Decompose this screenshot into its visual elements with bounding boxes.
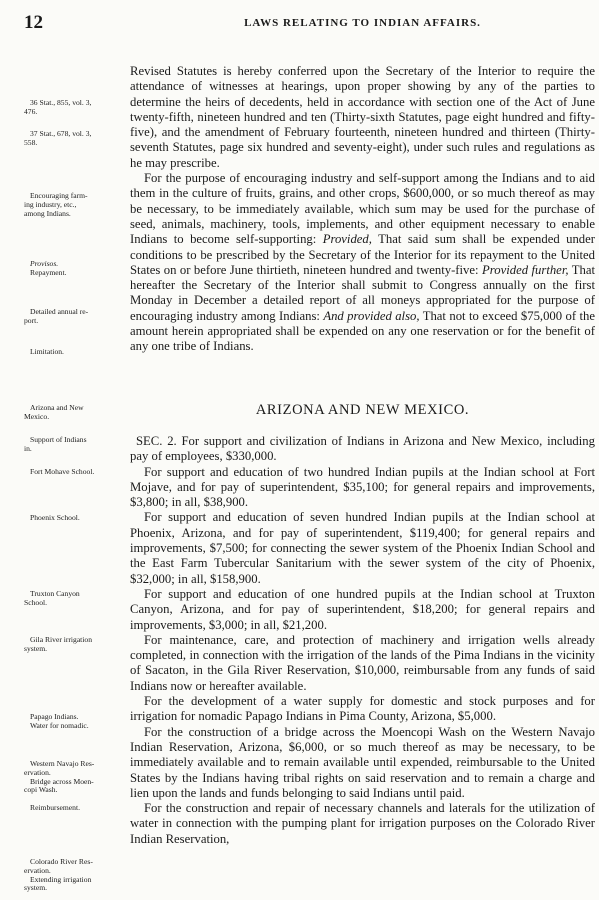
text-run: That said sum shall be expended under conditions to be prescribed by the Secretary of the Interior for its repayment to the United States on or before June thirtieth, nineteen hundred and twenty-five: <box>130 232 596 277</box>
text-run: For the purpose of encouraging industry and self-support among the Indians and to aid them in the culture of fruits, grains, and other crops, $600,000, or so much thereof as may be necessary, to be immediately available, which sum may be used for the purchase of seed, animals, machinery, tools, implements, and other equipment necessary to enable Indians to become self-supporting: <box>130 171 595 247</box>
margin-note-line: Repayment. <box>30 267 67 277</box>
margin-note-proviso <box>24 260 118 278</box>
margin-note-line: Limitation. <box>30 347 64 356</box>
margin-note-fort-mohave <box>24 468 118 477</box>
margin-note-gila <box>24 636 118 654</box>
margin-note-detailed <box>24 308 118 326</box>
margin-note-line: Western Navajo Res- <box>30 759 95 768</box>
margin-note-line: port. <box>24 315 39 325</box>
margin-note-line: Encouraging farm- <box>30 191 88 200</box>
margin-note-line: 37 Stat., 678, vol. 3, <box>30 129 92 138</box>
margin-note-line: Gila River irrigation <box>30 635 92 644</box>
text-run: That hereafter the Secretary of the Interior shall submit to Congress annually on the first Monday in December a detailed report of all moneys appropriated for the purpose of encouraging industry among Indians: <box>130 262 596 323</box>
margin-note-phoenix <box>24 514 118 523</box>
paragraph-gila: For maintenance, care, and protection of machinery and irrigation wells already completed, in connection with the irrigation of the lands of the Pima Indians in the vicinity of Sacaton, in the Gila River Reservation, $10,000, reimbursable from any funds of said Indians now or hereafter available. <box>130 632 595 693</box>
page-number: 12 <box>24 12 43 33</box>
margin-note-line: Reimbursement. <box>30 803 80 812</box>
margin-note-line: 476. <box>24 106 38 116</box>
margin-note-line: in. <box>24 443 32 453</box>
body-text-upper <box>130 64 595 355</box>
margin-note-line: ervation. <box>24 767 51 777</box>
margin-note-stat-678 <box>24 130 118 148</box>
margin-note-line: Provisos. <box>30 259 59 268</box>
margin-note-stat-855 <box>24 99 118 117</box>
margin-note-line: Mexico. <box>24 411 50 421</box>
margin-note-encouraging <box>24 192 118 218</box>
margin-note-line: system. <box>24 883 47 893</box>
margin-note-line: among Indians. <box>24 208 71 218</box>
margin-note-limitation <box>24 348 118 357</box>
margin-note-line: system. <box>24 643 47 653</box>
margin-note-line: 36 Stat., 855, vol. 3, <box>30 98 92 107</box>
margin-note-line: Phoenix School. <box>30 513 80 522</box>
margin-note-line: Extending irrigation <box>30 874 92 884</box>
margin-note-support <box>24 436 118 454</box>
margin-note-line: ervation. <box>24 865 51 875</box>
paragraph-fort-mohave: For support and education of two hundred Indian pupils at the Indian school at Fort Mojave, and for pay of superintendent, $35,100; for general repairs and improvements, $3,800; in all, $38,900. <box>130 464 595 510</box>
paragraph-phoenix: For support and education of seven hundred Indian pupils at the Indian school at Phoenix, Arizona, and for pay of superintendent, $119,400; for general repairs and improvements, $7,500; for connecting the sewer system of the Phoenix Indian School and the East Farm Tubercular Sanitarium with the sewer system of the city of Phoenix, $32,000; in all, $158,900. <box>130 510 595 586</box>
paragraph-encouraging-industry <box>130 171 595 355</box>
paragraph-heirs: Revised Statutes is hereby conferred upon the Secretary of the Interior to require the attendance of witnesses at hearings, upon proper showing by any of the parties to determine the heirs of decedents, held in accordance with section one of the Act of June twenty-fifth, nineteen hundred and ten (Thirty-sixth Statutes, page eight hundred and fifty-five), and the amendment of February fourteenth, nineteen hundred and thirteen (Thirty-seventh Statutes, page six hundred and seventy-eight), under such rules and regulations as he may prescribe. <box>130 64 595 170</box>
margin-note-line: Support of Indians <box>30 435 87 444</box>
margin-note-line: 558. <box>24 137 38 147</box>
section-heading: ARIZONA AND NEW MEXICO. <box>255 402 470 418</box>
body-text-lower <box>130 434 595 847</box>
margin-note-line: copi Wash. <box>24 785 58 795</box>
margin-note-navajo <box>24 760 118 795</box>
margin-note-line: Truxton Canyon <box>30 589 80 598</box>
paragraph-colorado: For the construction and repair of necessary channels and laterals for the utilization of water in connection with the pumping plant for irrigation purposes on the Colorado River Indian Reservation, <box>130 801 595 846</box>
margin-note-line: Bridge across Moen- <box>30 776 94 786</box>
paragraph-navajo: For the construction of a bridge across the Moencopi Wash on the Western Navajo Indian Reservation, Arizona, $6,000, or so much thereof as may be necessary, to be immediately available and to remain available until expended, reimbursable to the United States by the Indians having tribal rights on said reservation and to remain a charge and lien upon the lands and funds belonging to said Indians until paid. <box>130 724 595 800</box>
margin-note-reimbursement <box>24 804 118 813</box>
margin-note-line: School. <box>24 597 47 607</box>
italic-provided-further: Provided further, <box>482 262 569 277</box>
running-title: LAWS RELATING TO INDIAN AFFAIRS. <box>244 17 481 29</box>
margin-note-line: Colorado River Res- <box>30 857 93 866</box>
margin-note-arizona-nm <box>24 404 118 422</box>
margin-note-colorado <box>24 858 118 893</box>
margin-note-truxton <box>24 590 118 608</box>
margin-note-line: Arizona and New <box>30 403 84 412</box>
margin-note-line: Fort Mohave School. <box>30 467 95 476</box>
paragraph-papago: For the development of a water supply for domestic and stock purposes and for irrigation for nomadic Papago Indians in Pima County, Arizona, $5,000. <box>130 694 595 724</box>
italic-provided-also: And provided also, <box>323 308 420 323</box>
margin-note-papago <box>24 713 118 731</box>
margin-note-line: Water for nomadic. <box>30 720 89 730</box>
text-run: That not to exceed $75,000 of the amount herein appropriated shall be expended on any one reservation or for the benefit of any one tribe of Indians. <box>130 308 595 354</box>
margin-note-line: Papago Indians. <box>30 712 79 721</box>
italic-provided: Provided, <box>322 232 372 247</box>
paragraph-truxton: For support and education of one hundred pupils at the Indian school at Truxton Canyon, Arizona, and for pay of superintendent, $18,200; for general repairs and improvements, $3,000; in all, $21,200. <box>130 586 595 632</box>
paragraph-sec-2: SEC. 2. For support and civilization of Indians in Arizona and New Mexico, including pay of employees, $330,000. <box>130 434 595 464</box>
margin-note-line: ing industry, etc., <box>24 199 77 209</box>
margin-note-line: Detailed annual re- <box>30 307 89 316</box>
